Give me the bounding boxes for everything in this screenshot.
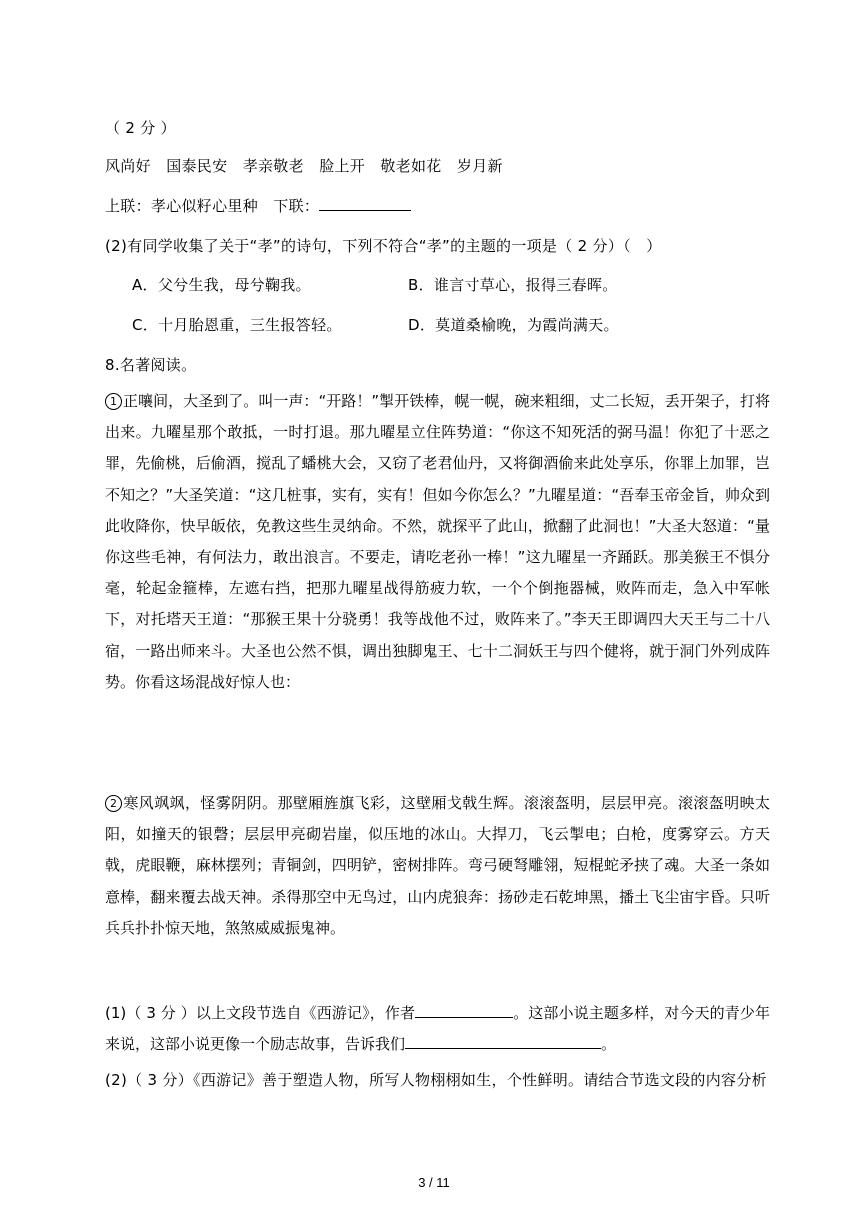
passage-2-text: 寒风飒飒，怪雾阴阴。那壁厢旌旗飞彩，这壁厢戈戟生辉。滚滚盔明，层层甲亮。滚滚盔明映太阳，如撞天的银磬；层层甲亮砌岩崖，似压地的冰山。大捍刀，飞云掣电；白枪，度雾穿云。方天戟，虎眼鞭，麻林摆列；青铜剑，四明铲，密树排阵。弯弓硬弩雕翎，短棍蛇矛挟了魂。大圣一条如意棒，翻来覆去战天神。杀得那空中无鸟过，山内虎狼奔：扬砂走石乾坤黑，播土飞尘宙宇昏。只听兵兵扑扑惊天地，煞煞威威振鬼神。: [105, 794, 770, 937]
question-8-2: (2)（ 3 分）《西游记》善于塑造人物，所写人物栩栩如生，个性鲜明。请结合节选文段的内容分析: [105, 1071, 767, 1089]
author-blank[interactable]: [415, 1002, 513, 1018]
word-choices: 风尚好 国泰民安 孝亲敬老 脸上开 敬老如花 岁月新: [105, 157, 503, 175]
passage-1: [105, 386, 770, 698]
passage-1-text: 正嚷间，大圣到了。叫一声：“开路！”掣开铁棒，幌一幌，碗来粗细，丈二长短，丢开架子，打将出来。九曜星那个敢抵，一时打退。那九曜星立住阵势道：“你这不知死活的弼马温！你犯了十恶之罪，先偷桃，后偷酒，搅乱了蟠桃大会，又窃了老君仙丹，又将御酒偷来此处享乐，你罪上加罪，岂不知之？”大圣笑道：“这几桩事，实有，实有！但如今你怎么？”九曜星道：“吾奉玉帝金旨，帅众到此收降你，快早皈依，免教这些生灵纳命。不然，就探平了此山，掀翻了此洞也！”大圣大怒道：“量你这些毛神，有何法力，敢出浪言。不要走，请吃老孙一棒！”这九曜星一齐踊跃。那美猴王不惧分毫，轮起金箍棒，左遮右挡，把那九曜星战得筋疲力软，一个个倒拖器械，败阵而走，急入中军帐下，对托塔天王道：“那猴王果十分骁勇！我等战他不过，败阵来了。”李天王即调四大天王与二十八宿，一路出师来斗。大圣也公然不惧，调出独脚鬼王、七十二洞妖王与四个健将，就于洞门外列成阵势。你看这场混战好惊人也：: [105, 392, 770, 691]
q7-score: （ 2 分 ）: [105, 119, 176, 137]
option-c: C．十月胎恩重，三生报答轻。: [132, 316, 342, 334]
q8-1-part1: (1)（ 3 分 ）以上文段节选自《西游记》，作者: [105, 1004, 416, 1022]
theme-blank[interactable]: [405, 1033, 601, 1049]
answer-blank[interactable]: [319, 195, 411, 211]
option-a: A．父兮生我，母兮鞠我。: [132, 276, 311, 294]
couplet-line: [105, 195, 411, 216]
circled-number: 2: [105, 795, 122, 812]
option-b: B．谁言寸草心，报得三春晖。: [408, 276, 618, 294]
circled-number: 1: [105, 393, 122, 410]
q8-1-part3: 。: [601, 1035, 617, 1054]
couplet-text: 上联：孝心似籽心里种 下联：: [105, 197, 320, 215]
question-stem: (2)有同学收集了关于“孝”的诗句，下列不符合“孝”的主题的一项是（ 2 分）（ ）: [105, 237, 662, 255]
q8-1-part2: 。这部小说主题多样，对今天的青少年来说，这部小说更像一个励志故事，告诉我们: [105, 1004, 770, 1054]
question-8-1: [105, 998, 770, 1060]
passage-2: [105, 788, 770, 944]
section-title: 8.名著阅读。: [105, 356, 197, 374]
option-d: D．莫道桑榆晚，为霞尚满天。: [408, 316, 619, 334]
page-number: 3 / 11: [418, 1175, 450, 1190]
